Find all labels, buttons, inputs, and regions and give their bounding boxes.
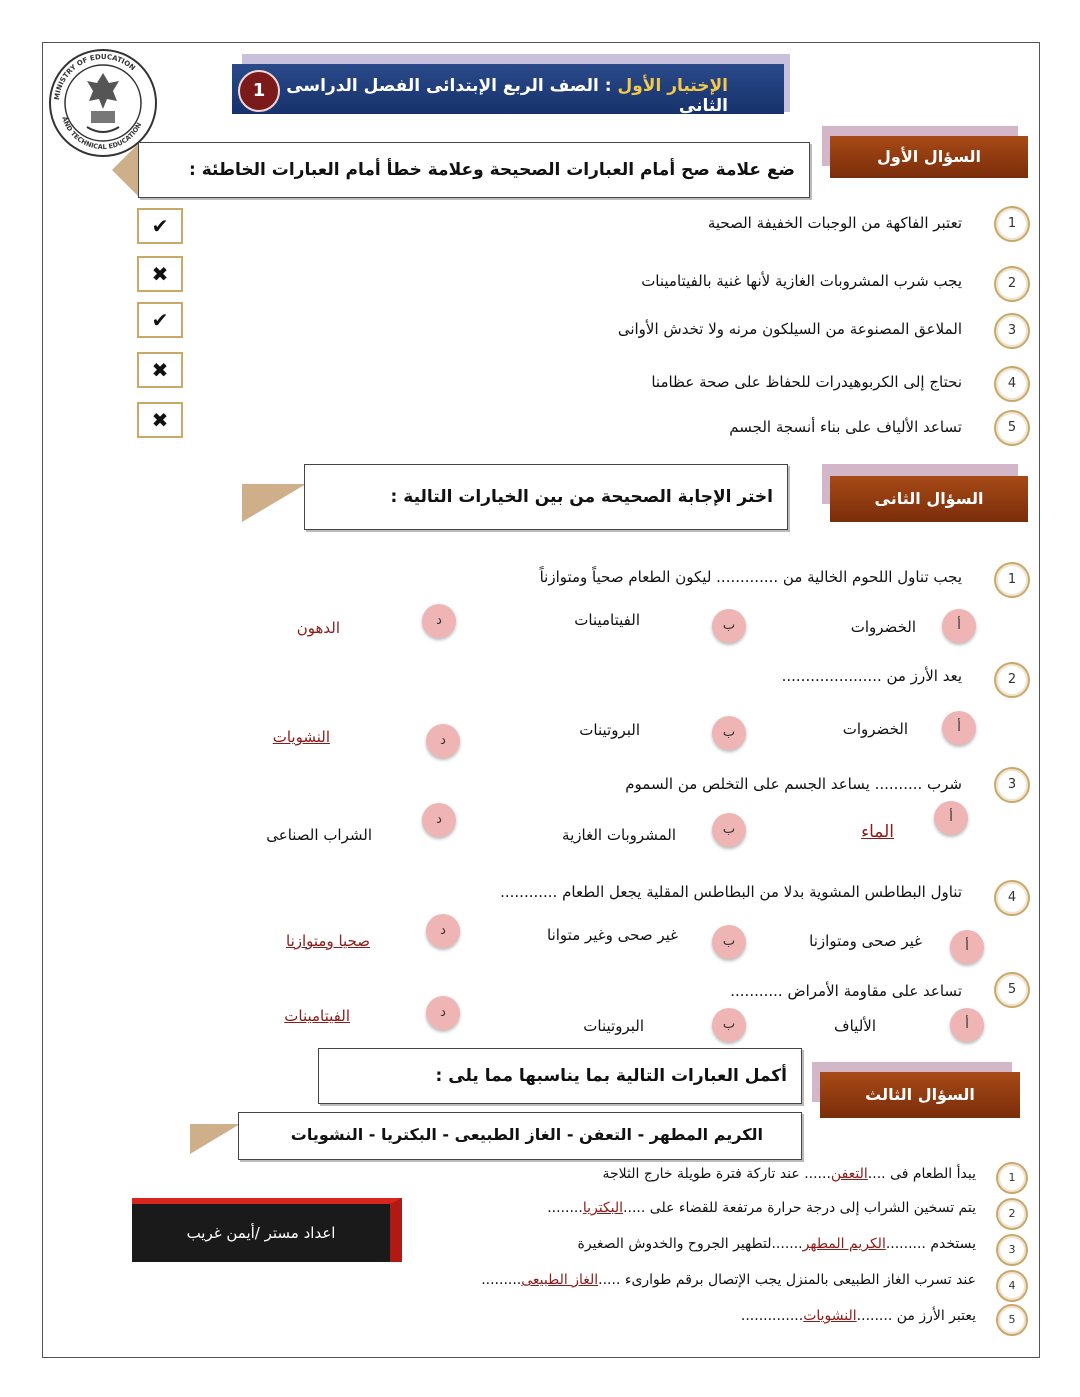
q2-item-text: شرب .......... يساعد الجسم على التخلص من السموم	[625, 775, 962, 793]
answer-mark-box: ✖	[137, 256, 183, 292]
q3-item-text	[741, 1308, 976, 1324]
q1-item-number: 2	[994, 266, 1030, 302]
choice-text: الخضروات	[850, 618, 916, 636]
q2-item-number: 1	[994, 562, 1030, 598]
q2-item-text: تناول البطاطس المشوية بدلا من البطاطس المقلية يجعل الطعام ............	[500, 883, 962, 901]
page-frame	[42, 42, 1040, 1358]
q3-answer: الكريم المطهر	[802, 1236, 886, 1252]
q2-item-text: يجب تناول اللحوم الخالية من ............. ليكون الطعام صحياً ومتوازناً	[539, 568, 962, 586]
q3-instruction-box	[318, 1048, 802, 1104]
q3-answer: النشويات	[803, 1308, 857, 1324]
q3-before: يستخدم .........	[885, 1236, 976, 1252]
choice-text: المشروبات الغازية	[562, 826, 676, 844]
q3-item-number: 2	[996, 1198, 1028, 1230]
q2-item-text: تساعد على مقاومة الأمراض ...........	[730, 982, 962, 1000]
choice-text: البروتينات	[579, 721, 640, 739]
q3-answer: الغاز الطبيعى	[521, 1272, 599, 1288]
choice-text: الخضروات	[842, 720, 908, 738]
q1-section-label: السؤال الأول	[830, 136, 1028, 178]
choice-letter: أ	[942, 711, 976, 745]
choice-text: البروتينات	[583, 1017, 644, 1035]
word-bank: الكريم المطهر - التعفن - الغاز الطبيعى - البكتريا - النشويات	[290, 1125, 763, 1144]
header-title: الإختبار الأول : الصف الربع الإبتدائى الفصل الدراسى الثانى	[286, 76, 728, 116]
choice-text: غير صحى ومتوازنا	[809, 932, 922, 950]
q1-item-number: 1	[994, 206, 1030, 242]
q1-instruction-box	[138, 142, 810, 198]
q3-answer: البكتريا	[582, 1200, 624, 1216]
q2-instruction-arrow	[242, 484, 306, 522]
choice-letter: ب	[712, 716, 746, 750]
q1-instruction: ضع علامة صح أمام العبارات الصحيحة وعلامة خطأ أمام العبارات الخاطئة :	[189, 160, 795, 180]
q3-after: ........	[547, 1200, 583, 1216]
answer-mark-box: ✖	[137, 352, 183, 388]
header-banner	[232, 64, 784, 114]
q3-item-number: 5	[996, 1304, 1028, 1336]
q3-before: يبدأ الطعام فى ....	[867, 1166, 976, 1182]
choice-letter: د	[426, 724, 460, 758]
choice-letter: د	[422, 803, 456, 837]
q3-item-text	[578, 1236, 976, 1252]
choice-letter: أ	[934, 801, 968, 835]
choice-letter: أ	[950, 930, 984, 964]
test-number-badge: 1	[238, 70, 280, 112]
choice-letter: ب	[712, 1008, 746, 1042]
test-label: الإختبار الأول	[617, 76, 728, 96]
q3-before: يتم تسخين الشراب إلى درجة حرارة مرتفعة للقضاء على .....	[623, 1200, 976, 1216]
q1-instruction-arrow	[112, 142, 140, 198]
choice-letter: أ	[950, 1008, 984, 1042]
choice-letter: أ	[942, 609, 976, 643]
q2-item-number: 2	[994, 662, 1030, 698]
q1-item-text: نحتاج إلى الكربوهيدرات للحفاظ على صحة عظامنا	[651, 373, 962, 391]
q2-item-number: 5	[994, 972, 1030, 1008]
q3-instruction: أكمل العبارات التالية بما يناسبها مما يلى :	[435, 1066, 787, 1086]
q3-answer: التعفن	[830, 1166, 868, 1182]
q3-after: .........	[481, 1272, 522, 1288]
q2-instruction: اختر الإجابة الصحيحة من بين الخيارات التالية :	[390, 487, 773, 507]
answer-mark-box: ✔	[137, 302, 183, 338]
svg-text:AND TECHNICAL EDUCATION: AND TECHNICAL EDUCATION	[60, 115, 144, 152]
choice-letter: ب	[712, 925, 746, 959]
choice-letter: ب	[712, 609, 746, 643]
q1-item-number: 3	[994, 313, 1030, 349]
svg-text:MINISTRY OF EDUCATION: MINISTRY OF EDUCATION	[53, 52, 137, 101]
q3-item-text	[481, 1272, 976, 1288]
choice-letter: د	[426, 996, 460, 1030]
q3-after: ..............	[740, 1308, 804, 1324]
q1-item-text: يجب شرب المشروبات الغازية لأنها غنية بالفيتامينات	[641, 272, 962, 290]
q2-item-number: 4	[994, 880, 1030, 916]
q2-section-label: السؤال الثانى	[830, 476, 1028, 522]
choice-letter: د	[422, 604, 456, 638]
word-bank-arrow	[190, 1124, 240, 1154]
choice-text: الدهون	[296, 619, 340, 637]
q3-section-label: السؤال الثالث	[820, 1072, 1020, 1118]
answer-mark-box: ✔	[137, 208, 183, 244]
q3-after: ...... عند تاركة فترة طويلة خارج الثلاجة	[602, 1166, 831, 1182]
q3-before: يعتبر الأرز من ........	[856, 1308, 976, 1324]
q1-item-number: 5	[994, 410, 1030, 446]
q3-before: عند تسرب الغاز الطبيعى بالمنزل يجب الإتصال برقم طوارىء .....	[598, 1272, 976, 1288]
q1-item-text: تساعد الألياف على بناء أنسجة الجسم	[729, 418, 962, 436]
q1-item-text: تعتبر الفاكهة من الوجبات الخفيفة الصحية	[707, 214, 962, 232]
q3-item-number: 3	[996, 1234, 1028, 1266]
choice-text-answer: الفيتامينات	[284, 1007, 350, 1025]
q3-item-number: 1	[996, 1162, 1028, 1194]
choice-text: الألياف	[834, 1017, 876, 1035]
q1-item-number: 4	[994, 366, 1030, 402]
q2-item-number: 3	[994, 767, 1030, 803]
q3-item-number: 4	[996, 1270, 1028, 1302]
choice-text: غير صحى وغير متوانا	[547, 926, 678, 944]
q3-after: .......لتطهير الجروح والخدوش الصغيرة	[577, 1236, 803, 1252]
choice-text: الفيتامينات	[574, 611, 640, 629]
choice-letter: ب	[712, 813, 746, 847]
choice-text-answer: النشويات	[272, 728, 330, 746]
choice-text-answer: صحيا ومتوازنا	[286, 932, 370, 950]
choice-letter: د	[426, 914, 460, 948]
author-credit: اعداد مستر /أيمن غريب	[132, 1198, 402, 1262]
choice-text-answer: الماء	[861, 822, 894, 842]
q1-item-text: الملاعق المصنوعة من السيلكون مرنه ولا تخدش الأوانى	[617, 320, 962, 338]
choice-text: الشراب الصناعى	[266, 826, 372, 844]
q2-item-text: يعد الأرز من .....................	[781, 667, 962, 685]
q3-item-text	[602, 1166, 976, 1182]
q2-instruction-box	[304, 464, 788, 530]
answer-mark-box: ✖	[137, 402, 183, 438]
grade-label: الصف الربع الإبتدائى الفصل الدراسى الثانى	[286, 76, 728, 116]
word-bank-box	[238, 1112, 802, 1160]
q3-item-text	[547, 1200, 976, 1216]
